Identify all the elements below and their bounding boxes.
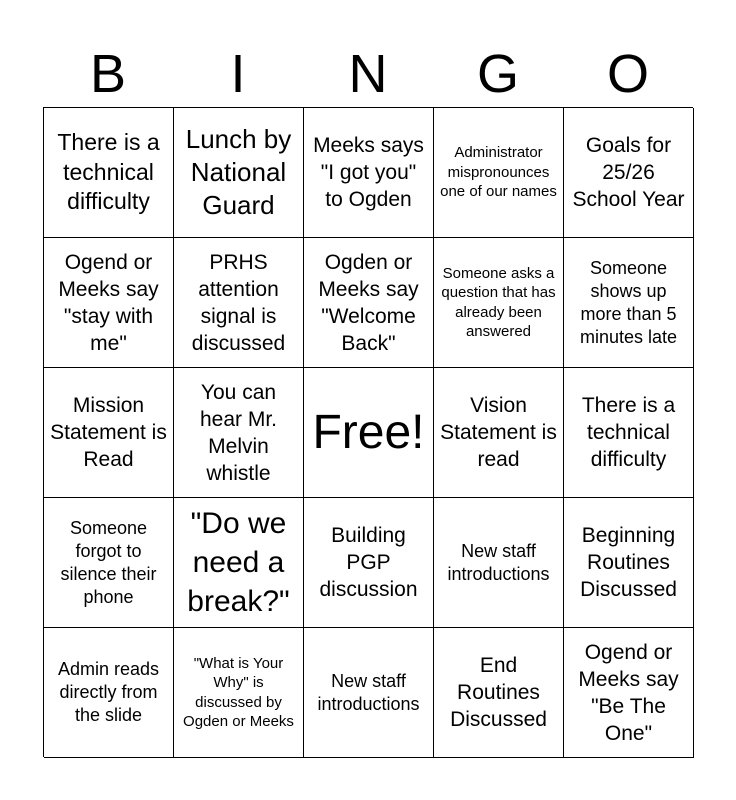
bingo-cell-r4-c5[interactable] bbox=[564, 498, 694, 628]
header-letter-n: N bbox=[348, 44, 388, 104]
cell-label: Ogend or Meeks say "stay with me" bbox=[58, 250, 159, 355]
header-letter-b: B bbox=[89, 44, 127, 104]
bingo-cell-r1-c5[interactable] bbox=[564, 108, 694, 238]
bingo-cell-r5-c4[interactable] bbox=[434, 628, 564, 758]
bingo-cell-r5-c3[interactable] bbox=[304, 628, 434, 758]
free-space[interactable] bbox=[304, 368, 434, 498]
bingo-cell-r2-c5[interactable] bbox=[564, 238, 694, 368]
bingo-cell-r2-c4[interactable] bbox=[434, 238, 564, 368]
bingo-cell-r1-c1[interactable] bbox=[44, 108, 174, 238]
cell-label: Vision Statement is read bbox=[440, 394, 557, 471]
bingo-cell-r2-c1[interactable] bbox=[44, 238, 174, 368]
bingo-header bbox=[43, 40, 693, 108]
bingo-cell-r2-c3[interactable] bbox=[304, 238, 434, 368]
cell-label: New staff introductions bbox=[447, 540, 550, 584]
cell-label: Admin reads directly from the slide bbox=[57, 659, 160, 725]
bingo-cell-r4-c1[interactable] bbox=[44, 498, 174, 628]
bingo-cell-r3-c5[interactable] bbox=[564, 368, 694, 498]
cell-label: Ogden or Meeks say "Welcome Back" bbox=[318, 250, 419, 355]
bingo-cell-r4-c4[interactable] bbox=[434, 498, 564, 628]
bingo-cell-r3-c1[interactable] bbox=[44, 368, 174, 498]
header-letter-o: O bbox=[606, 44, 649, 104]
cell-label: Goals for 25/26 School Year bbox=[572, 134, 685, 211]
bingo-cell-r1-c4[interactable] bbox=[434, 108, 564, 238]
cell-label: Someone shows up more than 5 minutes late bbox=[579, 257, 678, 347]
header-letter-i: I bbox=[230, 44, 246, 104]
bingo-cell-r4-c2[interactable] bbox=[174, 498, 304, 628]
cell-label: Someone forgot to silence their phone bbox=[60, 517, 157, 607]
cell-label: Administrator mispronounces one of our names bbox=[440, 144, 557, 201]
bingo-grid bbox=[43, 107, 693, 757]
free-space-label: Free! bbox=[312, 405, 425, 459]
cell-label: End Routines Discussed bbox=[450, 654, 547, 731]
cell-label: Beginning Routines Discussed bbox=[580, 524, 677, 601]
bingo-cell-r4-c3[interactable] bbox=[304, 498, 434, 628]
cell-label: Building PGP discussion bbox=[319, 524, 418, 601]
cell-label: Someone asks a question that has already been answered bbox=[441, 264, 556, 340]
bingo-cell-r2-c2[interactable] bbox=[174, 238, 304, 368]
cell-label: Lunch by National Guard bbox=[185, 124, 292, 220]
bingo-cell-r5-c5[interactable] bbox=[564, 628, 694, 758]
cell-label: There is a technical difficulty bbox=[581, 394, 676, 471]
cell-label: You can hear Mr. Melvin whistle bbox=[199, 380, 278, 485]
cell-label: Meeks says "I got you" to Ogden bbox=[313, 134, 424, 211]
cell-label: There is a technical difficulty bbox=[57, 129, 160, 215]
bingo-cell-r1-c2[interactable] bbox=[174, 108, 304, 238]
cell-label: PRHS attention signal is discussed bbox=[191, 250, 286, 355]
bingo-cell-r3-c4[interactable] bbox=[434, 368, 564, 498]
cell-label: New staff introductions bbox=[317, 670, 420, 714]
bingo-cell-r1-c3[interactable] bbox=[304, 108, 434, 238]
cell-label: Mission Statement is Read bbox=[50, 394, 167, 471]
bingo-cell-r5-c1[interactable] bbox=[44, 628, 174, 758]
cell-label: "What is Your Why" is discussed by Ogden or Meeks bbox=[183, 654, 294, 730]
bingo-cell-r5-c2[interactable] bbox=[174, 628, 304, 758]
cell-label: "Do we need a break?" bbox=[187, 507, 290, 618]
header-letter-g: G bbox=[476, 44, 519, 104]
cell-label: Ogend or Meeks say "Be The One" bbox=[578, 640, 679, 745]
bingo-cell-r3-c2[interactable] bbox=[174, 368, 304, 498]
